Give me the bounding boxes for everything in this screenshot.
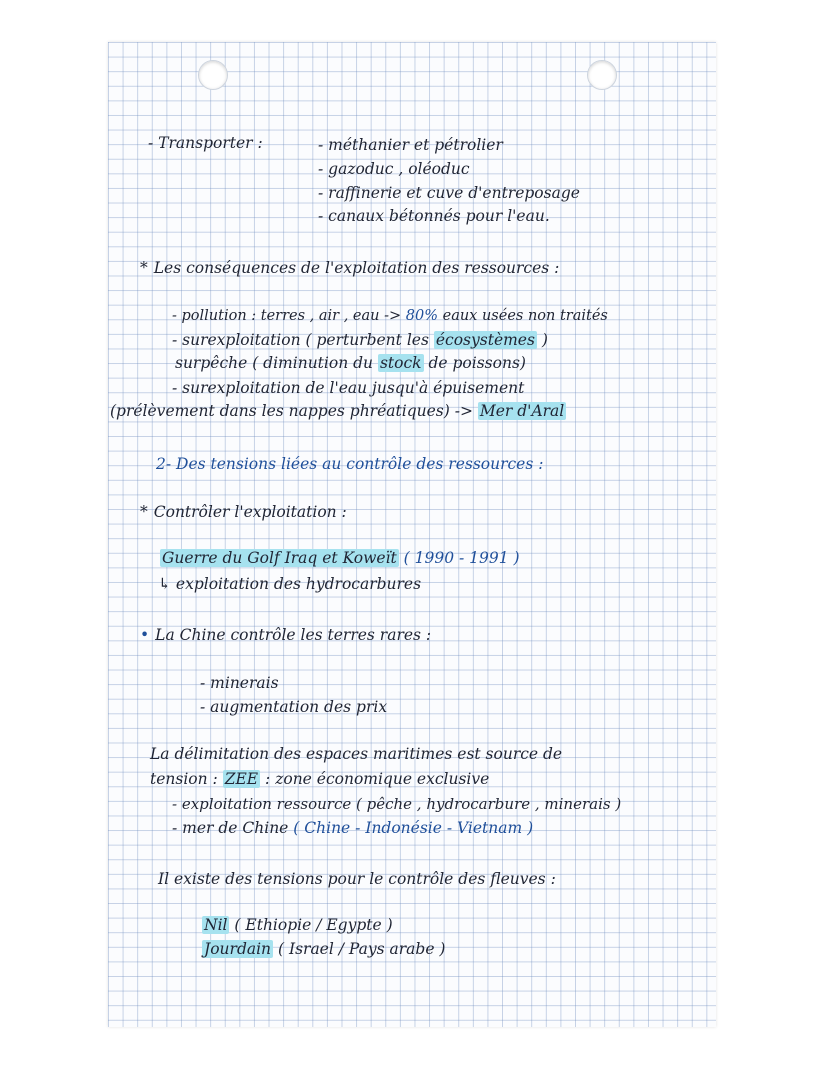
controle-text: Contrôler l'exploitation : — [153, 503, 347, 521]
transport-label: - Transporter : — [148, 134, 263, 152]
zee-rest: : zone économique exclusive — [265, 770, 490, 788]
controle-line — [140, 505, 347, 521]
surpeche-text: surpêche ( diminution du — [175, 354, 374, 372]
hydro-line: ↳ exploitation des hydrocarbures — [158, 575, 422, 593]
transport-item-1: - méthanier et pétrolier — [318, 136, 503, 154]
binder-hole-right — [587, 60, 617, 90]
mer-chine-countries: ( Chine - Indonésie - Vietnam ) — [293, 819, 534, 837]
pollution-line — [172, 309, 608, 324]
consequences-title: Les conséquences de l'exploitation des ressources : — [153, 259, 560, 277]
golf-highlight: Guerre du Golf Iraq et Koweït — [162, 549, 397, 567]
zee-line — [150, 772, 489, 788]
fleuves-line: Il existe des tensions pour le contrôle des fleuves : — [158, 870, 556, 888]
consequences-heading — [140, 261, 559, 277]
pollution-rest: eaux usées non traités — [442, 308, 608, 324]
star-marker-2: * — [140, 503, 148, 521]
pollution-text: - pollution : terres , air , eau -> — [172, 308, 402, 324]
zee-prefix: tension : — [150, 770, 218, 788]
exploitation-line: - exploitation ressource ( pêche , hydrocarbure , minerais ) — [172, 795, 622, 813]
mer-chine-prefix: - mer de Chine — [172, 819, 289, 837]
nappes-text: (prélèvement dans les nappes phréatiques) -> — [110, 402, 473, 420]
minerais-line: - minerais — [200, 674, 279, 692]
ecosystemes-highlight: écosystèmes — [435, 331, 535, 349]
binder-hole-left — [198, 60, 228, 90]
eau-line: - surexploitation de l'eau jusqu'à épuisement — [172, 379, 525, 397]
golf-dates: ( 1990 - 1991 ) — [403, 549, 520, 567]
transport-item-3: - raffinerie et cuve d'entreposage — [318, 184, 580, 202]
surpeche-line — [175, 356, 526, 372]
nappes-line — [110, 404, 566, 420]
section2-title: 2- Des tensions liées au contrôle des ressources : — [156, 455, 544, 473]
nil-line — [202, 918, 393, 934]
zee-highlight: ZEE — [224, 770, 259, 788]
chine-line — [140, 628, 431, 644]
golf-line — [160, 551, 520, 567]
surpeche-rest: de poissons) — [428, 354, 526, 372]
chine-text: La Chine contrôle les terres rares : — [155, 626, 432, 644]
mer-chine-line — [172, 821, 533, 837]
surexploitation-line — [172, 333, 548, 349]
jourdain-highlight: Jourdain — [204, 940, 272, 958]
surexploitation-text: - surexploitation ( perturbent les — [172, 331, 429, 349]
pollution-figure: 80% — [405, 308, 438, 324]
surexploitation-close: ) — [541, 331, 548, 349]
mer-aral-highlight: Mer d'Aral — [479, 402, 565, 420]
prix-line: - augmentation des prix — [200, 698, 388, 716]
transport-item-4: - canaux bétonnés pour l'eau. — [318, 207, 550, 225]
jourdain-line — [202, 942, 445, 958]
dot-marker: • — [140, 626, 150, 644]
delimitation-line: La délimitation des espaces maritimes est source de — [150, 745, 563, 763]
jourdain-rest: ( Israel / Pays arabe ) — [277, 940, 446, 958]
stock-highlight: stock — [379, 354, 422, 372]
nil-highlight: Nil — [204, 916, 228, 934]
star-marker: * — [140, 259, 148, 277]
transport-item-2: - gazoduc , oléoduc — [318, 160, 470, 178]
nil-rest: ( Ethiopie / Egypte ) — [234, 916, 393, 934]
